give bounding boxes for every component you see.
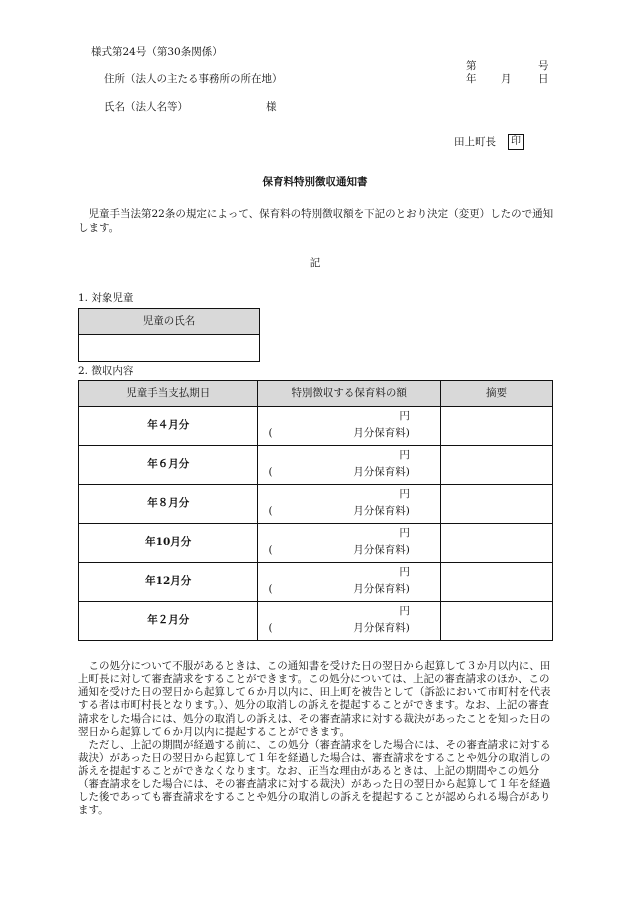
child-name-header: 児童の氏名: [79, 309, 260, 335]
term-cell: 年２月分: [79, 602, 258, 641]
col-remarks: 摘要: [440, 381, 552, 407]
date-month: 月: [501, 73, 512, 85]
month-fee-label: 月分保育料): [353, 622, 410, 634]
term-cell: 年６月分: [79, 446, 258, 485]
remark-cell: [440, 563, 552, 602]
table-row: [79, 407, 553, 446]
remark-cell: [440, 485, 552, 524]
amount-cell: [258, 485, 440, 524]
open-paren: (: [268, 544, 273, 556]
yen-unit: 円: [399, 488, 410, 500]
term-cell: 年10月分: [79, 524, 258, 563]
honorific: 様: [266, 101, 277, 113]
open-paren: (: [268, 622, 273, 634]
remark-cell: [440, 524, 552, 563]
appeal-notice: [78, 660, 552, 818]
table-row: [79, 563, 553, 602]
yen-unit: 円: [399, 449, 410, 461]
month-fee-label: 月分保育料): [353, 427, 410, 439]
form-number: 様式第24号（第30条関係）: [91, 46, 223, 58]
ki-marker: 記: [309, 257, 321, 269]
child-name-cell: [79, 335, 260, 362]
remark-cell: [440, 602, 552, 641]
table-row: [79, 524, 553, 563]
term-cell: 年４月分: [79, 407, 258, 446]
notice-paragraph-1: この処分について不服があるときは、この通知書を受けた日の翌日から起算して３か月以内に、田上町長に対して審査請求をすることができます。この処分については、上記の審査請求のほか、この通知を受けた日の翌日から起算して６か月以内に、田上町を被告として（訴訟において市町村を代表する者は市町村長となります。）、処分の取消しの訴えを提起することができます。なお、上記の審査請求をした場合には、処分の取消しの訴えは、その審査請求に対する裁決があったことを知った日の翌日から起算して６か月以内に提起することができます。: [78, 660, 551, 738]
child-table: [78, 308, 260, 362]
amount-cell: [258, 563, 440, 602]
amount-cell: [258, 407, 440, 446]
collection-table: [78, 380, 553, 641]
amount-cell: [258, 524, 440, 563]
open-paren: (: [268, 583, 273, 595]
yen-unit: 円: [399, 527, 410, 539]
term-cell: 年８月分: [79, 485, 258, 524]
open-paren: (: [268, 427, 273, 439]
yen-unit: 円: [399, 605, 410, 617]
ref-number-dai: 第: [466, 60, 477, 72]
remark-cell: [440, 407, 552, 446]
month-fee-label: 月分保育料): [353, 544, 410, 556]
table-row: [79, 446, 553, 485]
term-cell: 年12月分: [79, 563, 258, 602]
ref-number-go: 号: [538, 60, 549, 72]
open-paren: (: [268, 466, 273, 478]
date-year: 年: [466, 73, 477, 85]
month-fee-label: 月分保育料): [353, 583, 410, 595]
yen-unit: 円: [399, 566, 410, 578]
document-title: 保育料特別徴収通知書: [262, 176, 368, 188]
month-fee-label: 月分保育料): [353, 505, 410, 517]
intro-paragraph: 児童手当法第22条の規定によって、保育料の特別徴収額を下記のとおり決定（変更）したので通知します。: [78, 208, 554, 235]
name-label: 氏名（法人名等）: [104, 101, 188, 113]
address-label: 住所（法人の主たる事務所の所在地）: [104, 73, 283, 85]
section1-heading: 1. 対象児童: [78, 292, 134, 304]
notice-paragraph-2: ただし、上記の期間が経過する前に、この処分（審査請求をした場合には、その審査請求に対する裁決）があった日の翌日から起算して１年を経過した場合は、審査請求をすることや処分の取消しの訴えを提起することができなくなります。なお、正当な理由があるときは、上記の期間やこの処分（審査請求をした場合には、その審査請求に対する裁決）があった日の翌日から起算して１年を経過した後であっても審査請求をすることや処分の取消しの訴えを提起することが認められる場合があります。: [78, 738, 551, 817]
table-row: [79, 602, 553, 641]
yen-unit: 円: [399, 410, 410, 422]
seal-stamp: 印: [508, 134, 524, 150]
amount-cell: [258, 602, 440, 641]
month-fee-label: 月分保育料): [353, 466, 410, 478]
col-amount: 特別徴収する保育料の額: [258, 381, 440, 407]
col-payment-date: 児童手当支払期日: [79, 381, 258, 407]
section2-heading: 2. 徴収内容: [78, 365, 134, 377]
open-paren: (: [268, 505, 273, 517]
amount-cell: [258, 446, 440, 485]
table-row: [79, 485, 553, 524]
issuer: 田上町長: [454, 136, 496, 148]
date-day: 日: [538, 73, 549, 85]
remark-cell: [440, 446, 552, 485]
